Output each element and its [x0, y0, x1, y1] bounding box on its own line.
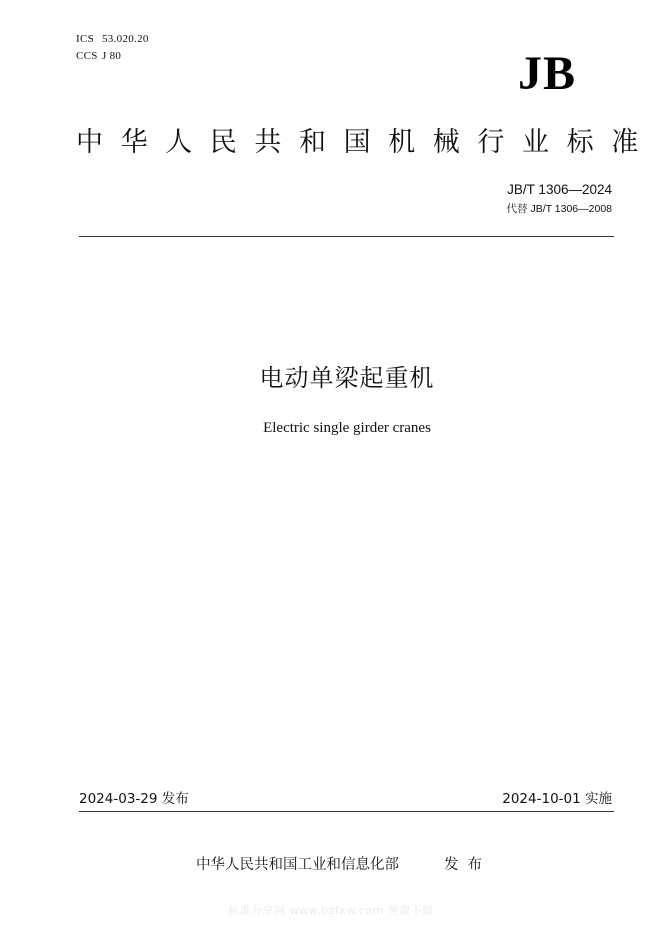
implementation-date: 2024-10-01 实施 [502, 791, 612, 807]
issuing-authority: 中华人民共和国工业和信息化部 [196, 857, 399, 873]
ccs-value: J 80 [102, 50, 122, 62]
footer-divider [79, 811, 614, 812]
replaced-standard: 代替 JB/T 1306—2008 [506, 203, 612, 215]
issue-date: 2024-03-29 发布 [79, 791, 189, 807]
issuing-action: 发布 [444, 857, 491, 873]
ics-value: 53.020.20 [102, 33, 149, 45]
standard-number: JB/T 1306—2024 [507, 182, 612, 197]
header-divider [79, 236, 614, 237]
ccs-code [76, 49, 121, 63]
ccs-label: CCS [76, 50, 98, 62]
watermark: 标准分享网 www.bzfxw.com 免费下载 [228, 904, 434, 917]
ics-label: ICS [76, 33, 95, 45]
document-title-english: Electric single girder cranes [263, 420, 431, 436]
document-title-chinese: 电动单梁起重机 [259, 364, 435, 392]
ics-code [76, 32, 149, 46]
standard-category-title: 中华人民共和国机械行业标准 [76, 127, 656, 158]
jb-logo: JB [517, 47, 576, 100]
